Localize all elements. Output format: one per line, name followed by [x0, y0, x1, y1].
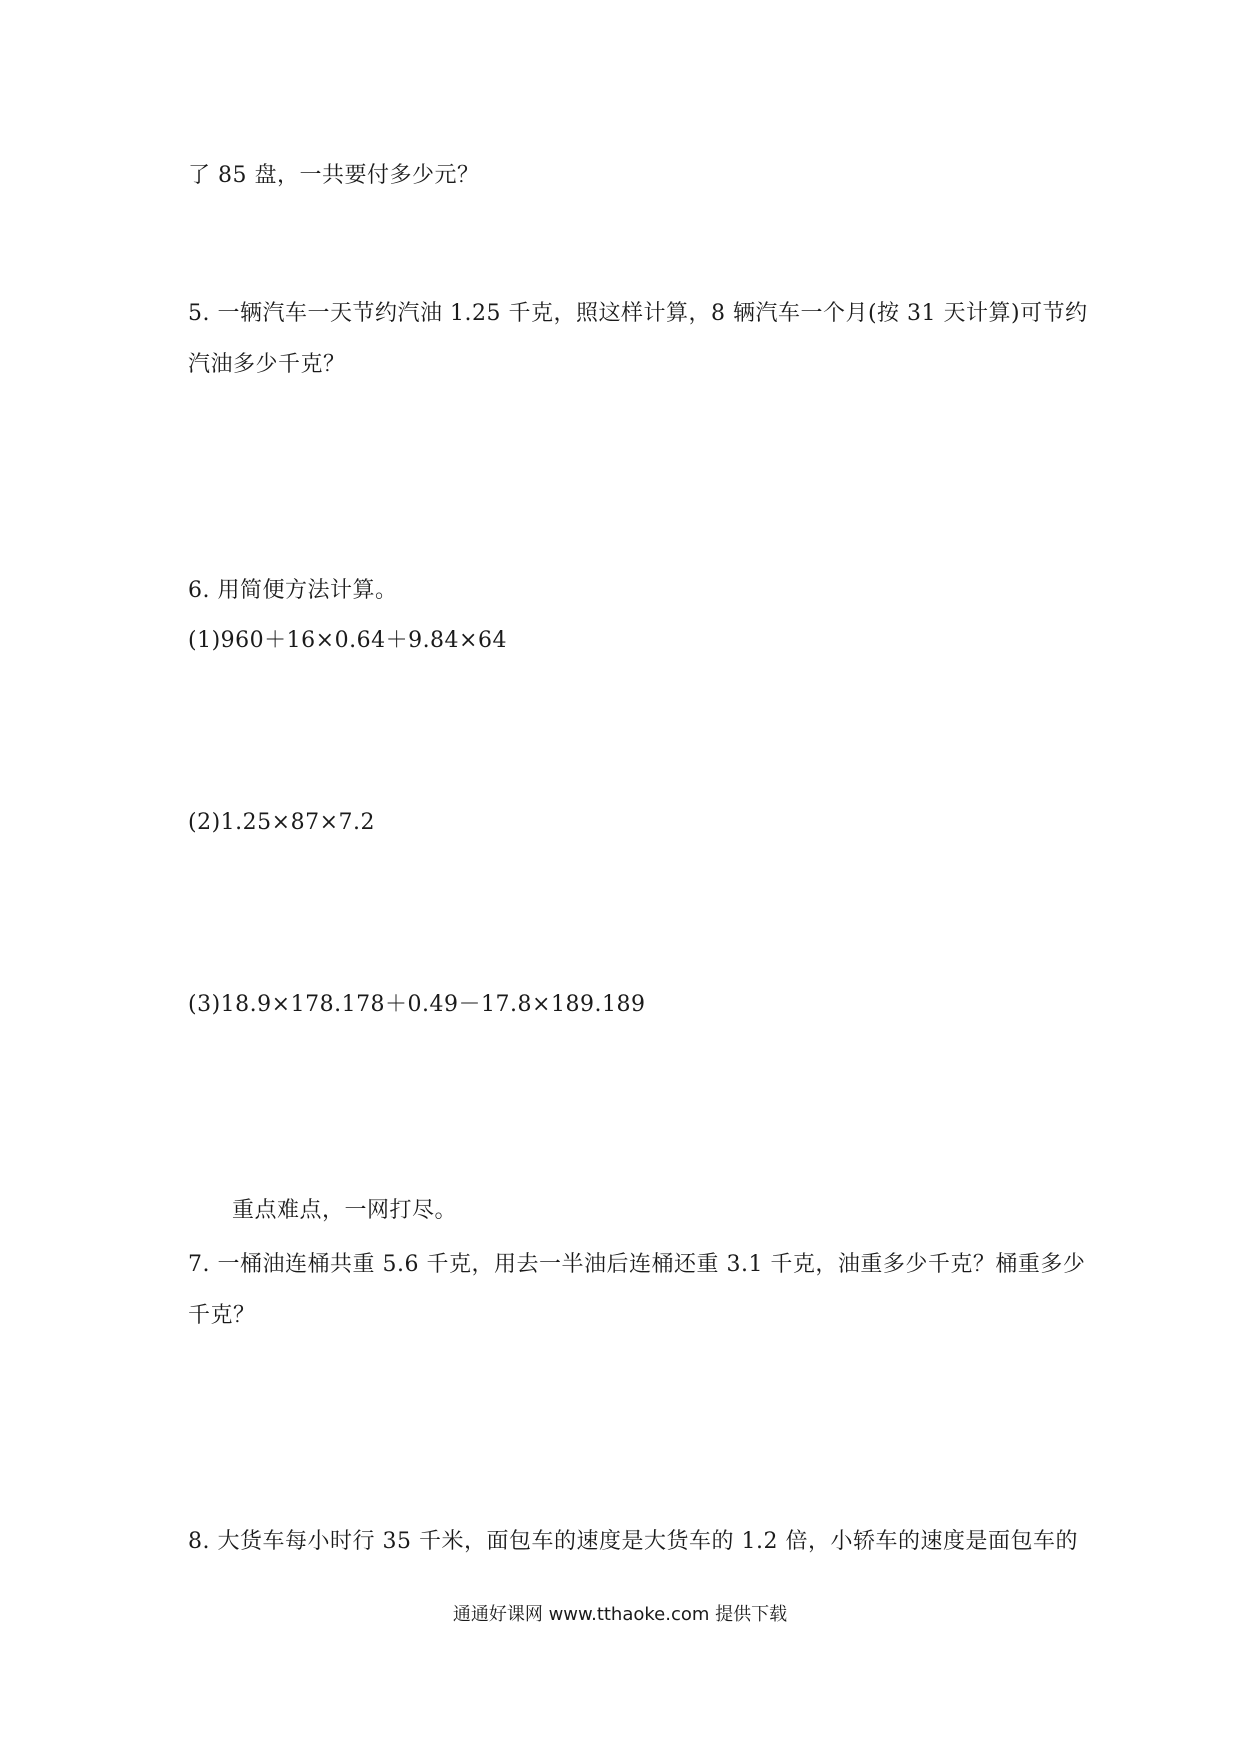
- problem-6-heading: 6. 用简便方法计算。: [188, 578, 398, 603]
- problem-4-continuation: 了 85 盘，一共要付多少元？: [188, 163, 480, 188]
- problem-8-line-1: 8. 大货车每小时行 35 千米，面包车的速度是大货车的 1.2 倍，小轿车的速度是面包车的: [188, 1529, 1078, 1554]
- section-heading: 重点难点，一网打尽。: [232, 1198, 458, 1223]
- problem-6-part-2: (2)1.25×87×7.2: [188, 810, 375, 835]
- problem-6-part-3: (3)18.9×178.178＋0.49－17.8×189.189: [188, 992, 646, 1017]
- problem-7-line-2: 千克？: [188, 1303, 256, 1328]
- problem-7-line-1: 7. 一桶油连桶共重 5.6 千克，用去一半油后连桶还重 3.1 千克，油重多少千克？桶重多少: [188, 1252, 1086, 1277]
- problem-5-line-2: 汽油多少千克？: [188, 352, 346, 377]
- problem-5-line-1: 5. 一辆汽车一天节约汽油 1.25 千克，照这样计算，8 辆汽车一个月(按 31 天计算)可节约: [188, 301, 1088, 326]
- problem-6-part-1: (1)960＋16×0.64＋9.84×64: [188, 628, 507, 653]
- page-footer: 通通好课网 www.tthaoke.com 提供下载: [452, 1604, 788, 1625]
